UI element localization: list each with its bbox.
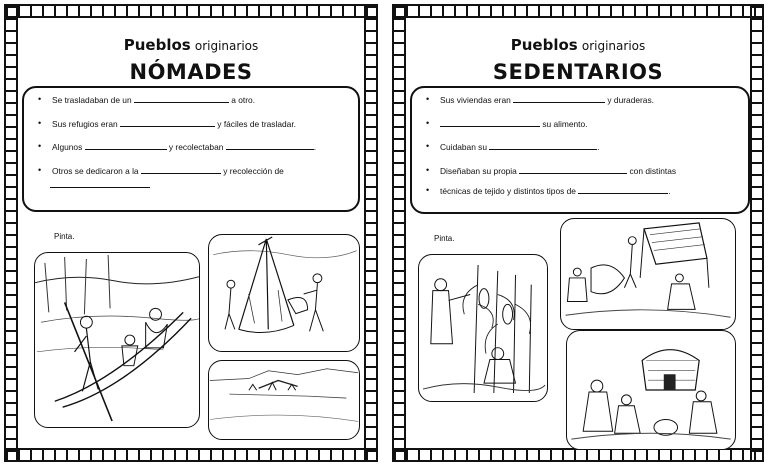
worksheet-sedentarios	[392, 4, 764, 462]
title	[6, 36, 376, 54]
hut-illustration[interactable]	[566, 330, 736, 450]
answer-blank[interactable]	[226, 141, 314, 150]
tent-illustration[interactable]	[208, 234, 360, 352]
answer-blank[interactable]	[440, 118, 540, 127]
question-1: • Se trasladaban de un a otro.	[38, 94, 348, 106]
question-2: • su alimento.	[426, 118, 738, 130]
question-4-continued: • técnicas de tejido y distintos tipos de .	[426, 185, 738, 197]
title-word: Pueblos	[510, 36, 578, 54]
decorative-border-top	[6, 6, 376, 18]
answer-blank[interactable]	[578, 185, 668, 194]
pinta-label: Pinta.	[54, 232, 75, 241]
pinta-label: Pinta.	[434, 234, 455, 243]
answer-blank[interactable]	[141, 165, 221, 174]
corn-field-illustration[interactable]	[418, 254, 548, 402]
landscape-illustration[interactable]	[208, 360, 360, 440]
question-4-continued	[38, 179, 348, 191]
question-4: • Diseñaban su propia con distintas	[426, 165, 738, 177]
question-2: • Sus refugios eran y fáciles de trasladar.	[38, 118, 348, 130]
question-3: • Cuidaban su .	[426, 141, 738, 153]
title-small: originarios	[581, 39, 646, 53]
landscape-drawing	[209, 361, 359, 439]
questions-box	[22, 86, 360, 212]
question-3: • Algunos y recolectaban .	[38, 141, 348, 153]
title	[394, 36, 762, 54]
answer-blank[interactable]	[50, 179, 150, 188]
answer-blank[interactable]	[85, 141, 167, 150]
subtitle: SEDENTARIOS	[492, 60, 664, 84]
decorative-border-top	[394, 6, 762, 18]
title-small: originarios	[194, 39, 259, 53]
title-word: Pueblos	[123, 36, 191, 54]
subtitle: NÓMADES	[129, 60, 253, 84]
answer-blank[interactable]	[489, 141, 597, 150]
answer-blank[interactable]	[513, 94, 605, 103]
weaving-illustration[interactable]	[560, 218, 736, 330]
weaving-drawing	[561, 219, 735, 329]
answer-blank[interactable]	[519, 165, 627, 174]
worksheet-nomades	[4, 4, 378, 462]
hut-drawing	[567, 331, 735, 449]
decorative-border-bottom	[6, 448, 376, 460]
questions-box	[410, 86, 750, 214]
question-1: • Sus viviendas eran y duraderas.	[426, 94, 738, 106]
corn-field-drawing	[419, 255, 547, 401]
answer-blank[interactable]	[120, 118, 215, 127]
canoe-illustration[interactable]	[34, 252, 200, 428]
answer-blank[interactable]	[134, 94, 229, 103]
tent-drawing	[209, 235, 359, 351]
canoe-drawing	[35, 253, 199, 427]
question-4: • Otros se dedicaron a la y recolección de	[38, 165, 348, 177]
